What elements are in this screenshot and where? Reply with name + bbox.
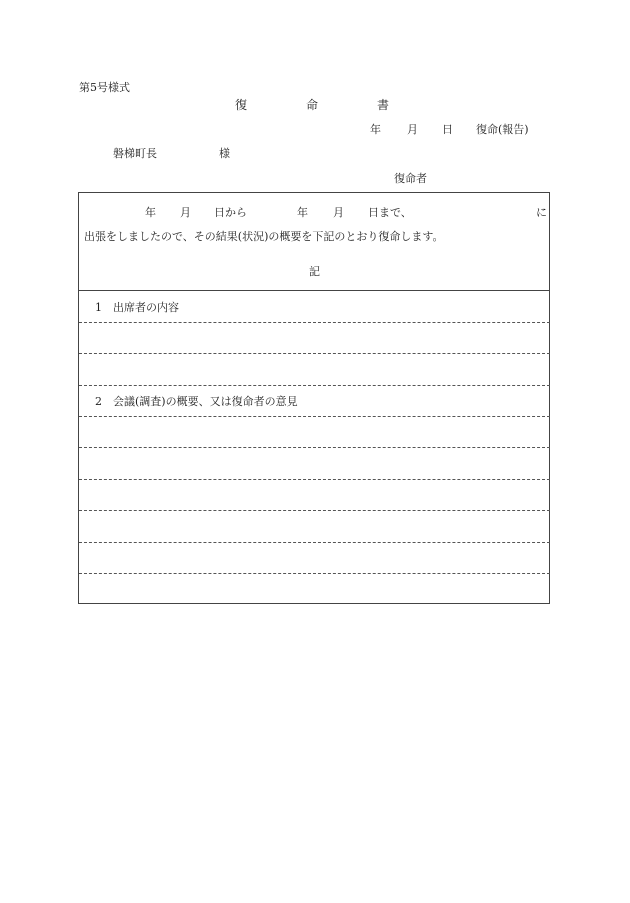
intro-sentence: 出張をしましたので、その結果(状況)の概要を下記のとおり復命します。 — [84, 230, 444, 243]
date-month-label: 月 — [407, 123, 418, 136]
section-2-heading — [95, 396, 298, 407]
document-title-char-3: 書 — [377, 98, 390, 112]
document-title-char-2: 命 — [306, 98, 319, 112]
document-type-label: 復命(報告) — [476, 123, 529, 136]
intro-from-day: 日から — [214, 206, 247, 219]
section-divider — [79, 290, 550, 291]
addressee-name: 磐梯町長 — [113, 147, 157, 160]
section-1-heading — [95, 302, 179, 313]
writing-line — [79, 447, 550, 448]
section-1-title: 出席者の内容 — [113, 301, 179, 314]
date-day-label: 日 — [442, 123, 453, 136]
reporter-label: 復命者 — [394, 172, 427, 185]
intro-from-month: 月 — [180, 206, 191, 219]
section-1-number: 1 — [95, 301, 102, 314]
writing-line — [79, 353, 550, 354]
ki-heading: 記 — [309, 265, 320, 278]
writing-line — [79, 416, 550, 417]
writing-line — [79, 479, 550, 480]
addressee-honorific: 様 — [219, 147, 230, 160]
intro-to-month: 月 — [333, 206, 344, 219]
section-2-number: 2 — [95, 395, 102, 408]
writing-line — [79, 510, 550, 511]
section-2-title: 会議(調査)の概要、又は復命者の意見 — [113, 395, 298, 408]
writing-line — [79, 385, 550, 386]
date-year-label: 年 — [370, 123, 381, 136]
document-title-char-1: 復 — [235, 98, 248, 112]
intro-from-year: 年 — [145, 206, 156, 219]
intro-destination-particle: に — [536, 206, 547, 219]
writing-line — [79, 542, 550, 543]
form-number: 第5号様式 — [79, 81, 130, 94]
writing-line — [79, 573, 550, 574]
writing-line — [79, 322, 550, 323]
intro-to-year: 年 — [297, 206, 308, 219]
intro-to-day: 日まで、 — [368, 206, 412, 219]
